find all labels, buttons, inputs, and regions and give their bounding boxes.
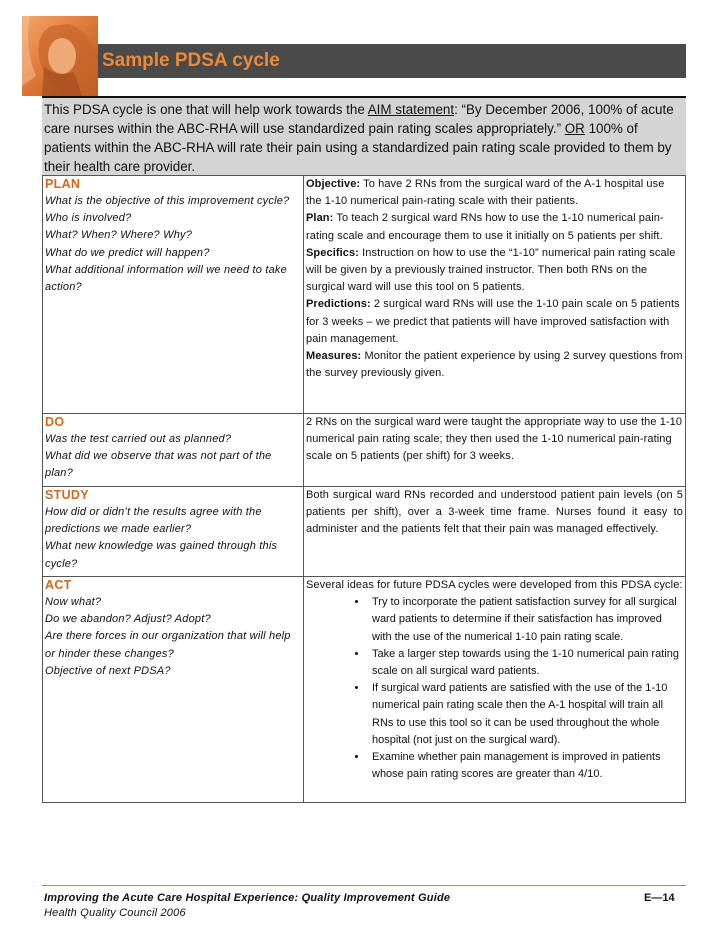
plan-text: To teach 2 surgical ward RNs how to use the 1-10 numerical pain-rating scale and encourage them to use it initially on 5 patients per shift.	[306, 212, 664, 242]
act-bullet-list	[306, 594, 683, 783]
page-number: E—14	[644, 892, 675, 904]
do-response-text: 2 RNs on the surgical ward were taught the appropriate way to use the 1-10 numerical pain rating scale; they then used the 1-10 numerical pain-rating scale on 5 patients (per shift) for 3 weeks.	[306, 416, 683, 463]
woman-in-pain-photo	[22, 16, 98, 96]
question: How did or didn’t the results agree with the predictions we made earlier?	[45, 506, 262, 536]
measures-paragraph	[306, 348, 683, 382]
specifics-label: Specifics:	[306, 246, 359, 259]
predictions-label: Predictions:	[306, 298, 371, 311]
or-text: OR	[564, 121, 585, 136]
question: Was the test carried out as planned?	[45, 433, 232, 445]
question: Now what?	[45, 596, 102, 608]
question: Objective of next PDSA?	[45, 664, 171, 677]
plan-question-cell	[43, 176, 304, 414]
intro-text-part: This PDSA cycle is one that will help work towards the	[44, 102, 368, 117]
study-response-cell	[304, 487, 686, 577]
do-question-cell	[43, 414, 304, 487]
page-title: Sample PDSA cycle	[102, 50, 280, 71]
objective-paragraph	[306, 176, 683, 210]
intro-text-part: : “By December 2006, 100% of acute care nurses within the ABC-RHA will use standardized pain rating scales appropriately.”	[44, 102, 674, 136]
question: What? When? Where? Why?	[45, 229, 193, 242]
list-item: • If surgical ward patients are satisfied with the use of the 1-10 numerical pain rating scale then the A-1 hospital will train all RNs to use this tool so it can be used throughout the whole hospital (not just on the surgical ward).	[368, 680, 683, 749]
plan-stage-label: PLAN	[45, 177, 81, 191]
do-stage-label: DO	[45, 415, 65, 429]
act-intro-text: Several ideas for future PDSA cycles were developed from this PDSA cycle:	[306, 579, 683, 591]
specifics-paragraph	[306, 245, 683, 297]
plan-paragraph	[306, 210, 683, 244]
predictions-paragraph	[306, 296, 683, 348]
specifics-text: Instruction on how to use the “1-10” numerical pain rating scale will be given by a previously trained instructor. Then both RNs on the surgical ward will use this tool on 5 patients.	[306, 246, 676, 294]
question: Do we abandon? Adjust? Adopt?	[45, 613, 211, 626]
study-stage-label: STUDY	[45, 488, 89, 502]
measures-text: Monitor the patient experience by using 2 survey questions from the survey previously given.	[306, 350, 683, 380]
footer-organization: Health Quality Council 2006	[44, 907, 186, 919]
header-photo	[22, 16, 98, 96]
plan-response-cell	[304, 176, 686, 414]
question: What is the objective of this improvement cycle?	[45, 195, 290, 207]
plan-row	[43, 176, 686, 414]
measures-label: Measures:	[306, 350, 362, 363]
question: What additional information will we need to take action?	[45, 263, 287, 294]
act-row	[43, 577, 686, 803]
question: What do we predict will happen?	[45, 246, 210, 259]
list-item: • Examine whether pain management is improved in patients whose pain rating scores are greater than 4/10.	[368, 749, 683, 783]
question: What new knowledge was gained through this cycle?	[45, 540, 278, 570]
plan-label: Plan:	[306, 212, 334, 225]
footer-divider	[42, 885, 686, 886]
do-response-cell	[304, 414, 686, 487]
predictions-text: 2 surgical ward RNs will use the 1-10 pain scale on 5 patients for 3 weeks – we predict that patients will have improved satisfaction with pain management.	[306, 298, 680, 345]
question: What did we observe that was not part of the plan?	[45, 450, 272, 480]
question: Are there forces in our organization that will help or hinder these changes?	[45, 630, 291, 660]
intro-box	[42, 96, 686, 176]
objective-label: Objective:	[306, 178, 361, 190]
intro-text-part: 100% of patients within the ABC-RHA will rate their pain using a standardized pain rating scale provided to them by their health care provider.	[44, 121, 672, 174]
study-question-cell	[43, 487, 304, 577]
footer-guide-title: Improving the Acute Care Hospital Experience: Quality Improvement Guide	[44, 892, 451, 904]
do-row	[43, 414, 686, 487]
aim-statement-text: AIM statement	[367, 102, 455, 117]
question: Who is involved?	[45, 212, 132, 225]
act-question-cell	[43, 577, 304, 803]
list-item: • Take a larger step towards using the 1-10 numerical pain rating scale on all surgical ward patients.	[368, 646, 683, 680]
pdsa-table	[42, 175, 686, 803]
act-stage-label: ACT	[45, 578, 72, 592]
study-response-text: Both surgical ward RNs recorded and understood patient pain levels (on 5 patients per shift), over a 3-week time frame. Nurses found it easy to administer and the patients felt that their pain was managed effectively.	[306, 489, 683, 536]
study-row	[43, 487, 686, 577]
list-item: • Try to incorporate the patient satisfaction survey for all surgical ward patients to determine if their satisfaction has improved with the use of the numerical 1-10 pain rating scale.	[368, 594, 683, 646]
intro-text	[42, 98, 686, 176]
objective-text: To have 2 RNs from the surgical ward of the A-1 hospital use the 1-10 numerical pain-rating scale with their patients.	[306, 178, 665, 208]
act-response-cell	[304, 577, 686, 803]
